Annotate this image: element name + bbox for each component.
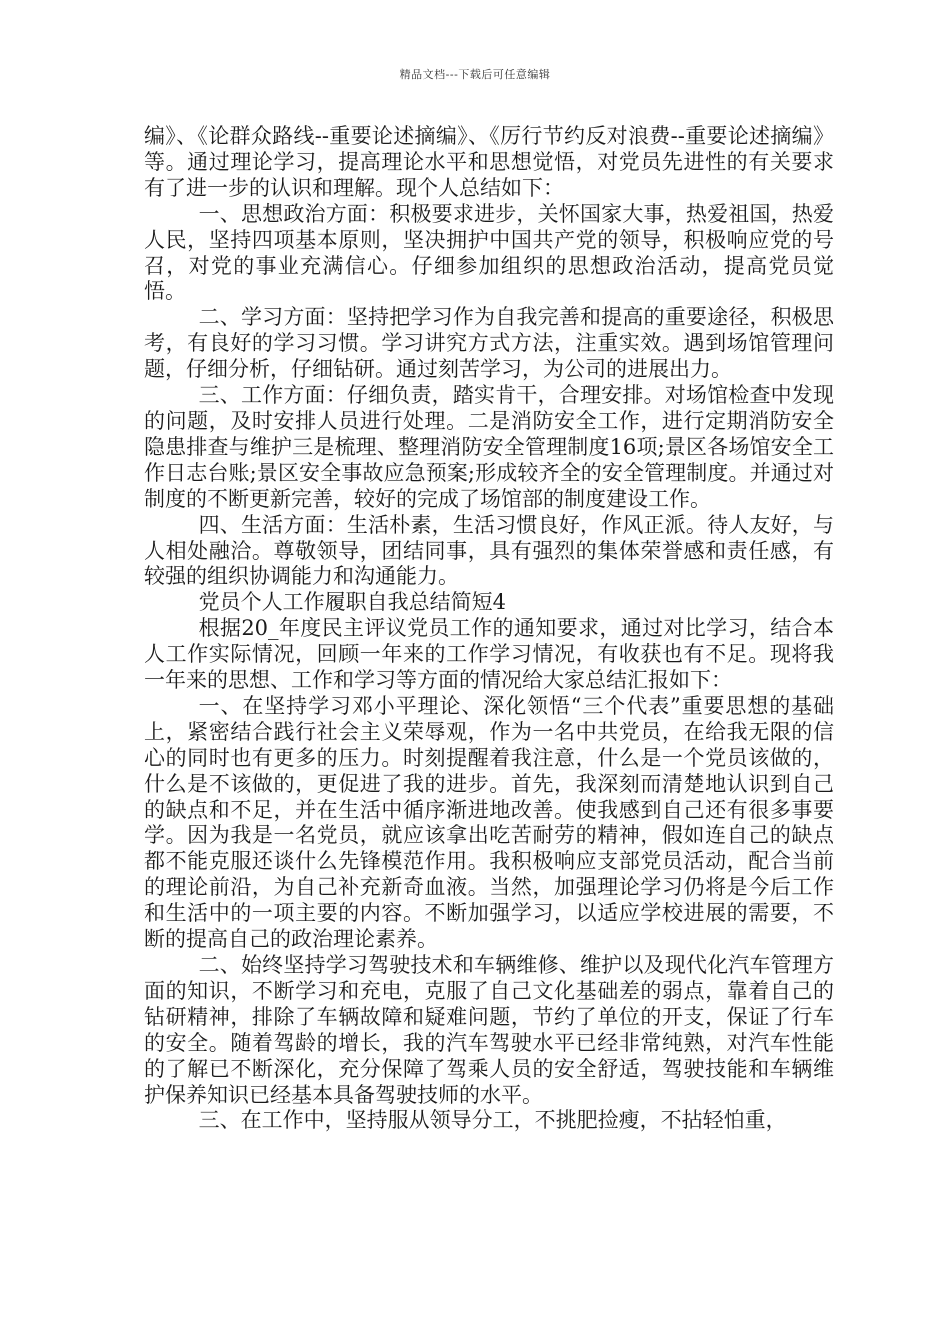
paragraph-driving: 二、始终坚持学习驾驶技术和车辆维修、维护以及现代化汽车管理方面的知识，不断学习和充电，克服了自己文化基础差的弱点，靠着自己的钻研精神，排除了车辆故障和疑难问题，节约了单位的开支，保证了行车的安全。随着驾龄的增长，我的汽车驾驶水平已经非常纯熟，对汽车性能的了解已不断深化，充分保障了驾乘人员的安全舒适，驾驶技能和车辆维护保养知识已经基本具备驾驶技师的水平。 [144,953,834,1107]
paragraph-work-attitude: 三、在工作中，坚持服从领导分工，不挑肥捡瘦，不拈轻怕重， [198,1108,787,1133]
page-header: 精品文档---下载后可任意编辑 [399,68,551,81]
paragraph-theory: 一、在坚持学习邓小平理论、深化领悟“三个代表”重要思想的基础上，紧密结合践行社会主义荣辱观，作为一名中共党员，在给我无限的信心的同时也有更多的压力。时刻提醒着我注意，什么是一个党员该做的，什么是不该做的，更促进了我的进步。首先，我深刻而清楚地认识到自己的缺点和不足，并在生活中循序渐进地改善。使我感到自己还有很多事要学。因为我是一名党员，就应该拿出吃苦耐劳的精神，假如连自己的缺点都不能克服还谈什么先锋模范作用。我积极响应支部党员活动，配合当前的理论前沿，为自己补充新奇血液。当然，加强理论学习仍将是今后工作和生活中的一项主要的内容。不断加强学习，以适应学校进展的需要，不断的提高自己的政治理论素养。 [144,693,834,952]
paragraph-work: 三、工作方面：仔细负责，踏实肯干，合理安排。对场馆检查中发现的问题，及时安排人员进行处理。二是消防安全工作，进行定期消防安全隐患排查与维护三是梳理、整理消防安全管理制度16项;景区各场馆安全工作日志台账;景区安全事故应急预案;形成较齐全的安全管理制度。并通过对制度的不断更新完善，较好的完成了场馆部的制度建设工作。 [144,383,834,511]
paragraph-political: 一、思想政治方面：积极要求进步，关怀国家大事，热爱祖国，热爱人民，坚持四项基本原则，坚决拥护中国共产党的领导，积极响应党的号召，对党的事业充满信心。仔细参加组织的思想政治活动，提高党员觉悟。 [144,201,834,304]
paragraph-intro-continuation: 编》、《论群众路线--重要论述摘编》、《厉行节约反对浪费--重要论述摘编》等。通过理论学习，提高理论水平和思想觉悟，对党员先进性的有关要求有了进一步的认识和理解。现个人总结如下： [144,124,834,200]
document-body [144,124,834,1134]
section-title: 党员个人工作履职自我总结简短4 [198,590,506,615]
paragraph-life: 四、生活方面：生活朴素，生活习惯良好，作风正派。待人友好，与人相处融洽。尊敬领导，团结同事，具有强烈的集体荣誉感和责任感，有较强的组织协调能力和沟通能力。 [144,512,834,589]
paragraph-summary-intro: 根据20_年度民主评议党员工作的通知要求，通过对比学习，结合本人工作实际情况，回顾一年来的工作学习情况，有收获也有不足。现将我一年来的思想、工作和学习等方面的情况给大家总结汇报如下： [144,616,834,693]
paragraph-study: 二、学习方面：坚持把学习作为自我完善和提高的重要途径，积极思考，有良好的学习习惯。学习讲究方式方法，注重实效。遇到场馆管理问题，仔细分析，仔细钻研。通过刻苦学习，为公司的进展出力。 [144,305,834,382]
